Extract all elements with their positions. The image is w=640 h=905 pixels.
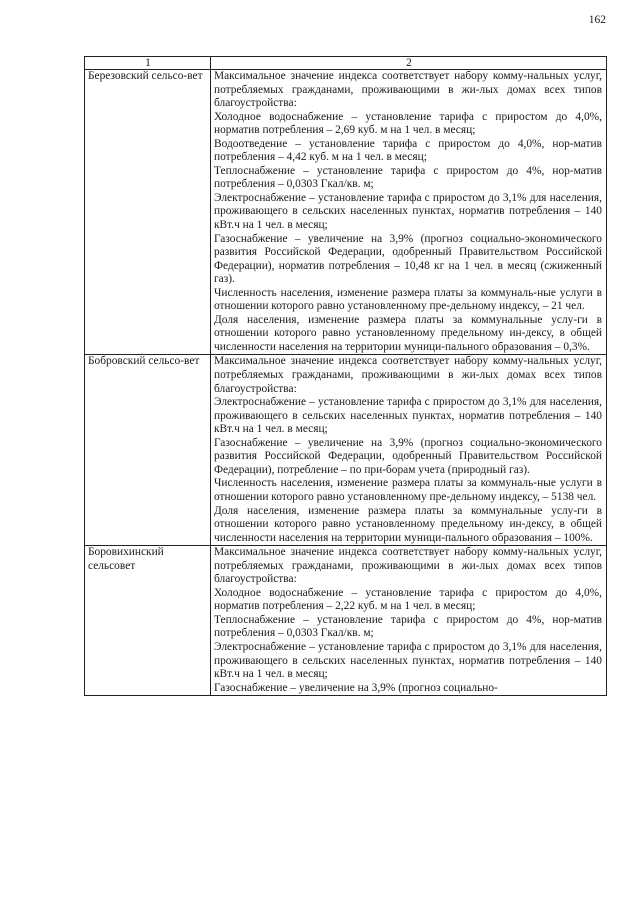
- paragraph: Максимальное значение индекса соответствует набору комму-нальных услуг, потребляемых гражданами, проживающими в жи-лых домах всех типов благоустройства:: [214, 70, 602, 110]
- paragraph: Холодное водоснабжение – установление тарифа с приростом до 4,0%, норматив потребления – 2,22 куб. м на 1 чел. в месяц;: [214, 586, 602, 613]
- municipality-name: Бобровский сельсо-вет: [85, 355, 211, 546]
- paragraph: Доля населения, изменение размера платы за коммунальные услу-ги в отношении которого равно установленному предельному ин-дексу, в общей численности населения на территории муници-пального образования – 0,3%.: [214, 313, 602, 353]
- paragraph: Водоотведение – установление тарифа с приростом до 4,0%, нор-матив потребления – 4,42 куб. м на 1 чел. в месяц;: [214, 137, 602, 164]
- paragraph: Электроснабжение – установление тарифа с приростом до 3,1% для населения, проживающего в сельских населенных пунктах, норматив потребления – 140 кВт.ч на 1 чел. в месяц;: [214, 191, 602, 232]
- paragraph: Теплоснабжение – установление тарифа с приростом до 4%, нор-матив потребления – 0,0303 Гкал/кв. м;: [214, 164, 602, 191]
- municipality-name: Боровихинский сельсовет: [85, 546, 211, 696]
- paragraph: Газоснабжение – увеличение на 3,9% (прогноз социально-экономического развития Российской Федерации, одобренный Правительством Российской Федерации), норматив потребления – 10,48 кг на 1 чел. в месяц (сжиженный газ).: [214, 232, 602, 286]
- index-description: [211, 355, 607, 546]
- paragraph: Теплоснабжение – установление тарифа с приростом до 4%, нор-матив потребления – 0,0303 Гкал/кв. м;: [214, 613, 602, 640]
- paragraph: Максимальное значение индекса соответствует набору комму-нальных услуг, потребляемых гражданами, проживающими в жи-лых домах всех типов благоустройства:: [214, 355, 602, 395]
- header-row: [85, 57, 607, 70]
- page-number: 162: [588, 14, 606, 26]
- paragraph: Максимальное значение индекса соответствует набору комму-нальных услуг, потребляемых гражданами, проживающими в жи-лых домах всех типов благоустройства:: [214, 546, 602, 586]
- paragraph: Доля населения, изменение размера платы за коммунальные услу-ги в отношении которого равно установленному предельному ин-дексу, в общей численности населения на территории муници-пального образования – 100%.: [214, 504, 602, 544]
- paragraph: Численность населения, изменение размера платы за коммуналь-ные услуги в отношении которого равно установленному пре-дельному индексу, – 21 чел.: [214, 286, 602, 313]
- table-row: [85, 70, 607, 355]
- paragraph: Газоснабжение – увеличение на 3,9% (прогноз социально-экономического развития Российской Федерации, одобренный Правительством Российской Федерации), потребление – по при-борам учета (природный газ).: [214, 436, 602, 476]
- paragraph: Газоснабжение – увеличение на 3,9% (прогноз социально-: [214, 681, 498, 694]
- index-description: [211, 546, 607, 696]
- services-index-table: [84, 56, 607, 696]
- header-col-1: 1: [85, 57, 211, 70]
- table-row: [85, 546, 607, 696]
- paragraph: Численность населения, изменение размера платы за коммуналь-ные услуги в отношении которого равно установленному пре-дельному индексу, – 5138 чел.: [214, 477, 602, 503]
- index-description: [211, 70, 607, 355]
- paragraph: Электроснабжение – установление тарифа с приростом до 3,1% для населения, проживающего в сельских населенных пунктах, норматив потребления – 140 кВт.ч на 1 чел. в месяц;: [214, 396, 602, 436]
- paragraph: Электроснабжение – установление тарифа с приростом до 3,1% для населения, проживающего в сельских населенных пунктах, норматив потребления – 140 кВт.ч на 1 чел. в месяц;: [214, 640, 602, 681]
- paragraph: Холодное водоснабжение – установление тарифа с приростом до 4,0%, норматив потребления – 2,69 куб. м на 1 чел. в месяц;: [214, 110, 602, 137]
- header-col-2: 2: [211, 57, 607, 70]
- table-row: [85, 355, 607, 546]
- municipality-name: Березовский сельсо-вет: [85, 70, 211, 355]
